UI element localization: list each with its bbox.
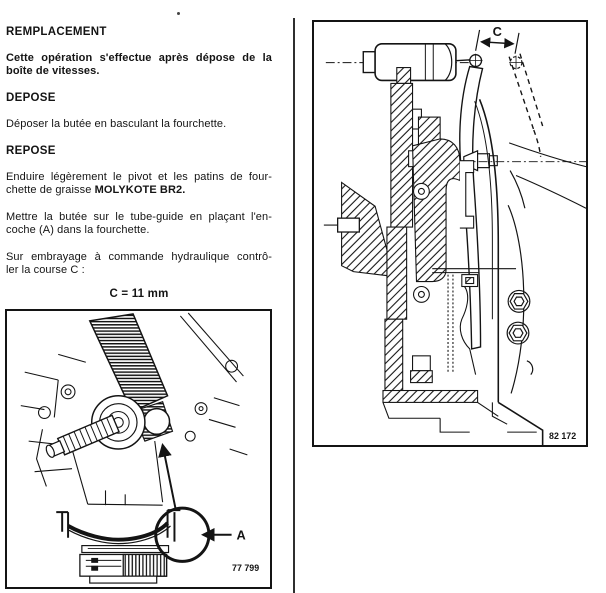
callout-a-label: A — [236, 527, 246, 543]
figure-ref-number: 77 799 — [232, 563, 260, 574]
paragraph-travel — [6, 251, 272, 277]
clutch-fork-drawing — [7, 311, 270, 587]
text-line: Déposer la butée en basculant la fourchette. — [6, 118, 227, 130]
scan-speck — [177, 12, 180, 15]
paragraph-notch — [6, 211, 272, 237]
paragraph-intro — [6, 52, 272, 78]
instructions-column — [6, 26, 272, 300]
figure-clutch-fork — [5, 309, 272, 589]
text-line: Enduire légèrement le pivot et les patins de four- — [6, 171, 272, 183]
notch-arrow — [163, 445, 176, 508]
flywheel-bolts — [507, 171, 533, 394]
dimension-value: C = 11 mm — [109, 288, 169, 300]
heading-remplacement: REMPLACEMENT — [6, 26, 107, 38]
dimension-c — [476, 24, 519, 54]
fork-pivot-engaged — [469, 54, 483, 68]
clutch-stack — [324, 68, 422, 393]
cable-curves — [509, 143, 586, 208]
dimension-c-label: C — [492, 23, 502, 39]
text-line — [6, 184, 272, 197]
text-line: Sur embrayage à commande hydraulique contrô- — [6, 251, 272, 263]
text-line: Cette opération s'effectue après dépose de la — [6, 52, 272, 64]
clutch-section-drawing — [314, 22, 586, 445]
release-bearing — [56, 510, 180, 583]
text-line: boîte de vitesses. — [6, 65, 100, 77]
text-line: Mettre la butée sur le tube-guide en plaçant l'en- — [6, 211, 272, 223]
fork-pivot-released — [509, 54, 543, 157]
detail-callout-a — [156, 445, 246, 561]
text-line: ler la course C : — [6, 264, 85, 276]
figure-ref-number: 82 172 — [549, 431, 577, 442]
paragraph-depose — [6, 118, 272, 131]
heading-repose: REPOSE — [6, 145, 56, 157]
product-name: MOLYKOTE BR2. — [94, 184, 186, 196]
paragraph-grease — [6, 171, 272, 197]
figure-clutch-section — [312, 20, 588, 447]
heading-depose: DEPOSE — [6, 92, 56, 104]
sump-floor — [383, 391, 498, 433]
column-divider — [293, 18, 295, 593]
text-line: coche (A) dans la fourchette. — [6, 224, 150, 236]
text-fragment: chette de graisse — [6, 184, 95, 196]
